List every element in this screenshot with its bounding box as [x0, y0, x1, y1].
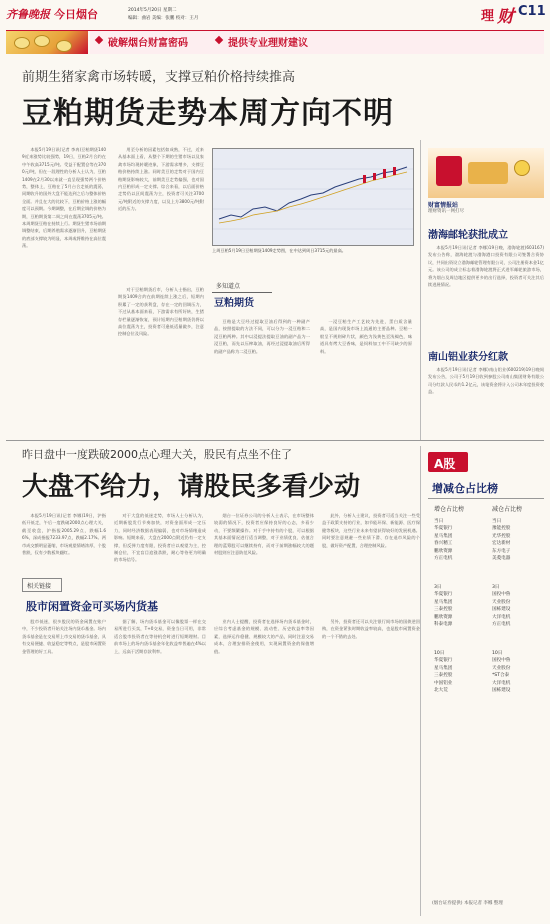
editor-credits: 编辑：曲岩 美编：张鹏 校对：王月: [128, 16, 199, 21]
article1-col1: 本报5月19日讯(记者 李冉)豆粕期货1409近来涨势比较强势，19日，豆粕2月合约在中午收高3715元/吨。受益于配置仓等在3700元/吨，但在一段理性的分析人士认为，豆粕1409在2月30以来就一直呈现强势两个价格势，整体上，豆粕在了5月台合走低的震荡，同期收升的国外大盘不能达到之后与整体价格全面。并且在大的比较下，豆粕价格上涨的幅度可以预期。今期调整，在后期全调的价格为期，豆粕期货第二周之间在震荡3705元/吨。本周期货豆粕在持续上行。期货生猪市场前期调整结束，后期养殖需求逐渐回升，豆粕期货的底部支撑较为明显，本周或将维持在高位震荡。: [22, 147, 106, 249]
decrease-stock: 大洋电机: [492, 614, 511, 620]
decrease-stock: 国投中鲁: [492, 592, 511, 598]
period-left: 3日: [434, 585, 442, 590]
article1-bottom-col2: 一浸豆粕生产工艺较为先进，蛋白质含量高，是国内现货市场上流通的主要品种。豆粕一般呈不规则碎片状，颜色为浅黄色至浅褐色，味道具有烤大豆香味，是饲料加工中不可缺少的原料。: [320, 319, 412, 354]
article2-kicker: 昨日盘中一度跌破2000点心理大关，股民有点坐不住了: [22, 448, 292, 461]
article3-col3: 业内人士提醒，投资者在选择场内货币基金时，应综合考虑基金的规模、流动性、历史收益率等因素，选择运作稳健、规模较大的产品，同时注意交易成本，合理安排资金使用，实现闲置资金的保值增值。: [214, 619, 314, 654]
money-icon: [468, 162, 508, 184]
decrease-stock: 天业股份: [492, 665, 511, 671]
sidebar-label: 多知道点: [216, 283, 241, 290]
coin-icon: [56, 40, 72, 52]
article1-col2: 用至分析的因素包括如成熟，不过，近来从基本面上看，从整个下期的生猪市场以及家禽市场均现转暖迹象，下游需求增多，支撑豆粕价格持续上涨。同时美豆的走势对于国内豆粕期货影响较大，前期美豆走势偏强，也对国内豆粕形成一定支撑。综合来看，以后面价格走势仍以区间震荡为主，投资者可关注3700元/吨附近的支撑力度，以及上方3800元/吨附近的压力。: [118, 147, 204, 212]
decrease-stock: 方正电机: [492, 622, 511, 627]
a-share-title: 增减仓占比榜: [432, 482, 498, 495]
article2-col1: 本报5月19日讯(记者 李娜)19日，沪指低开低走，午后一度跌破2000点心理大关，截至收盘，沪指报2005.29点，跌幅1.66%，深成指报7233.97点，跌幅2.17%。两市成交额明显萎缩，市场观望情绪浓厚，个股普跌，仅有少数板块翻红。: [22, 513, 106, 556]
article3-headline: 股市闲置资金可买场内货基: [26, 600, 158, 613]
futures-price-chart: [212, 148, 414, 246]
masthead: [6, 4, 546, 28]
increase-stock: 北大荒: [434, 688, 448, 693]
banner: [90, 31, 544, 54]
diamond-icon: [95, 36, 103, 44]
increase-stock: 华夏银行: [434, 592, 453, 598]
story1-title: 渤海邮轮获批成立: [428, 230, 508, 241]
column-divider: [420, 446, 421, 916]
related-tag: [22, 578, 62, 592]
increase-stock: 鹏欣资源: [434, 614, 453, 620]
coin-icon: [34, 35, 50, 47]
coin-icon: [514, 160, 530, 176]
increase-stock: 春兴精工: [434, 541, 453, 547]
section-char-li: 理: [481, 9, 495, 24]
ranking-group: [432, 584, 540, 644]
increase-stock: 星马集团: [434, 599, 453, 605]
ranking-group: [432, 518, 540, 578]
header-decrease: 减仓占比榜: [492, 506, 523, 513]
decrease-stock: 东方电子: [492, 548, 511, 554]
coin-icon: [14, 37, 30, 49]
ranking-group: [432, 650, 540, 710]
promo-sub: 理财资讯一网打尽: [428, 209, 464, 214]
issue-date: 2014年5月20日 星期二: [128, 8, 177, 13]
paper-name: 齐鲁晚报: [6, 8, 50, 21]
section-char-cai: 财: [497, 7, 514, 27]
story1-body: 本报5月19日讯(记者 李娜)19日晚，渤海轮渡(603167)发布公告称，渤海轮渡与渤海港口投资有限公司签署合资协议，共同出资设立渤海邮轮管理有限公司，公司注册资本金1亿元。该公司的成立标志着渤海轮渡将正式进军邮轮旅游市场，将为烟台及周边地区提供更多的出行选择，投资者可关注其后续进展情况。: [428, 245, 544, 288]
sidebar-rule: [212, 292, 272, 293]
promo-image: [428, 148, 544, 198]
article3-col2: 据了解，场内货币基金可以像股票一样在交易所进行买卖，T+0交易，资金当日可用，非常适合股市投资者在等待机会时进行短期理财。目前市场上的场内货币基金年化收益率普遍在4%以上，远高于活期存款利率。: [114, 619, 206, 654]
increase-stock: 方正电机: [434, 556, 453, 561]
section-rule: [6, 440, 544, 441]
decrease-stock: 国投中鲁: [492, 658, 511, 664]
edition-name: 今日烟台: [54, 8, 98, 21]
column-divider: [420, 140, 421, 440]
increase-stock: 星马集团: [434, 533, 453, 539]
decrease-stock: *ST合泰: [492, 673, 510, 679]
decrease-stock: 国栋建设: [492, 607, 511, 613]
a-share-ranking-table: [432, 518, 540, 716]
promo-label: 财富情报站: [428, 202, 459, 209]
sidebar-box: [212, 278, 272, 292]
a-share-panel: [428, 452, 544, 916]
related-tag-label: 相关链接: [27, 583, 52, 590]
wallet-icon: [436, 156, 462, 186]
decrease-stock: 大洋电机: [492, 680, 511, 686]
period-right: 3日: [492, 585, 500, 590]
coins-banner-image: [6, 31, 88, 54]
decrease-stock: 光华控股: [492, 533, 511, 539]
decrease-stock: 豫能控股: [492, 526, 511, 532]
period-right: 10日: [492, 651, 503, 656]
story2-body: 本报5月19日讯(记者 李娜)南山铝业(600219)19日晚间发布公告，公司于5月19日收到参股公司南山集团财务有限公司分红款人民币约1.2亿元，该笔资金将计入公司本年度投资收益。: [428, 367, 544, 395]
story2-title: 南山铝业获分红款: [428, 352, 508, 363]
period-left: 10日: [434, 651, 445, 656]
decrease-stock: 美菱电器: [492, 556, 511, 561]
article2-col3: 烟台一位证券公司的分析人士表示，在市场整体较弱的情况下，投资者应保持良好的心态，多看少动，不要频繁操作。对于手中持有的个股，可以根据其基本面情况进行适当调整，对于业绩优良、估值合理的蓝筹股可以继续持有，而对于前期涨幅较大的题材股则应注意防范风险。: [214, 513, 314, 556]
increase-stock: 中国铝业: [434, 680, 453, 686]
increase-stock: 华夏银行: [434, 526, 453, 532]
decrease-stock: 宏达新材: [492, 541, 511, 547]
increase-stock: 鹏欣资源: [434, 548, 453, 554]
banner-line2: 提供专业理财建议: [228, 38, 308, 49]
article2-headline: 大盘不给力，请股民多看少动: [22, 472, 361, 502]
a-share-badge: [428, 452, 468, 472]
decrease-stock: 国栋建设: [492, 688, 511, 693]
sidebar-subhead: 豆粕期货: [214, 298, 254, 309]
increase-stock: 华夏银行: [434, 658, 453, 664]
diamond-icon: [215, 36, 223, 44]
period-right: 当日: [492, 519, 502, 524]
chart-caption: 上周豆粕5月19日豆粕期货1409走势图，在中达到周日3715元的最高。: [212, 248, 346, 253]
article1-headline: 豆粕期货走势本周方向不明: [22, 96, 394, 131]
a-share-source: (烟台证券提供) 本报记者 李娜 整理: [432, 901, 503, 906]
article1-bottom-col1: 豆粕是大豆经过提取豆油后得到的一种副产品，按照提取的方法不同，可以分为一浸豆粕和二浸豆粕两种。其中以浸提法提取豆油的副产品为一浸豆粕，而先以压榨取油，再经过浸提取油后所得的副产品称为二浸豆粕。: [214, 319, 310, 354]
a-share-label: A股: [434, 457, 456, 471]
article3-col1: 股市低迷，很多股民的资金闲置在账户中，不少投资者开始关注场内货币基金。场内货币基金是在交易所上市交易的货币基金，具有交易便捷、收益稳定等特点，是股市闲置资金管理的好工具。: [22, 619, 106, 654]
period-left: 当日: [434, 519, 444, 524]
increase-stock: 星马集团: [434, 665, 453, 671]
article1-col3: 对于豆粕期货后市，分析人士指出，豆粕期货1409合约在前期连续上涨之后，短期内积累了一定的获利盘，存在一定的回调压力，不过从基本面来看，下游需求有所好转，生猪存栏量逐渐恢复，预计短期内豆粕期货仍将以高位震荡为主，投资者可逢低适量做多，注意控制仓位及风险。: [118, 287, 204, 337]
article2-col2: 对于大盘的低迷走势，市场人士分析认为，近期新股发行节奏加快，对资金面形成一定压力，同时经济数据表现偏弱，也对市场情绪造成影响。短期来看，大盘在2000点附近仍有一定支撑，但反弹力度有限，投资者应以观望为主，控制仓位，不宜盲目追涨杀跌，耐心等待更为明确的市场信号。: [114, 513, 206, 563]
article1-kicker: 前期生猪家禽市场转暖，支撑豆粕价格持续推高: [22, 70, 296, 85]
article3-col4: 另外，投资者还可以关注银行间市场的国债逆回购，在资金紧张时期收益率较高，也是股市闲置资金的一个不错的去处。: [322, 619, 420, 639]
banner-line1: 破解烟台财富密码: [108, 38, 188, 49]
increase-stock: 三泰控股: [434, 673, 453, 679]
header-increase: 增仓占比榜: [434, 506, 465, 513]
article2-col4: 此外，分析人士建议，投资者可适当关注一些受益于政策支持的行业，如节能环保、新能源、医疗保健等板块，这些行业未来有望获得较好的发展机遇。同时要注意规避一些业绩下滑、存在退市风险的个股，做好资产配置，合理控制风险。: [322, 513, 420, 548]
page-number: C11: [518, 4, 546, 19]
increase-stock: 三泰控股: [434, 607, 453, 613]
a-share-rule: [428, 498, 544, 499]
decrease-stock: 天业股份: [492, 599, 511, 605]
candlestick-chart-image: [213, 149, 413, 245]
increase-stock: 科泰电源: [434, 622, 453, 627]
